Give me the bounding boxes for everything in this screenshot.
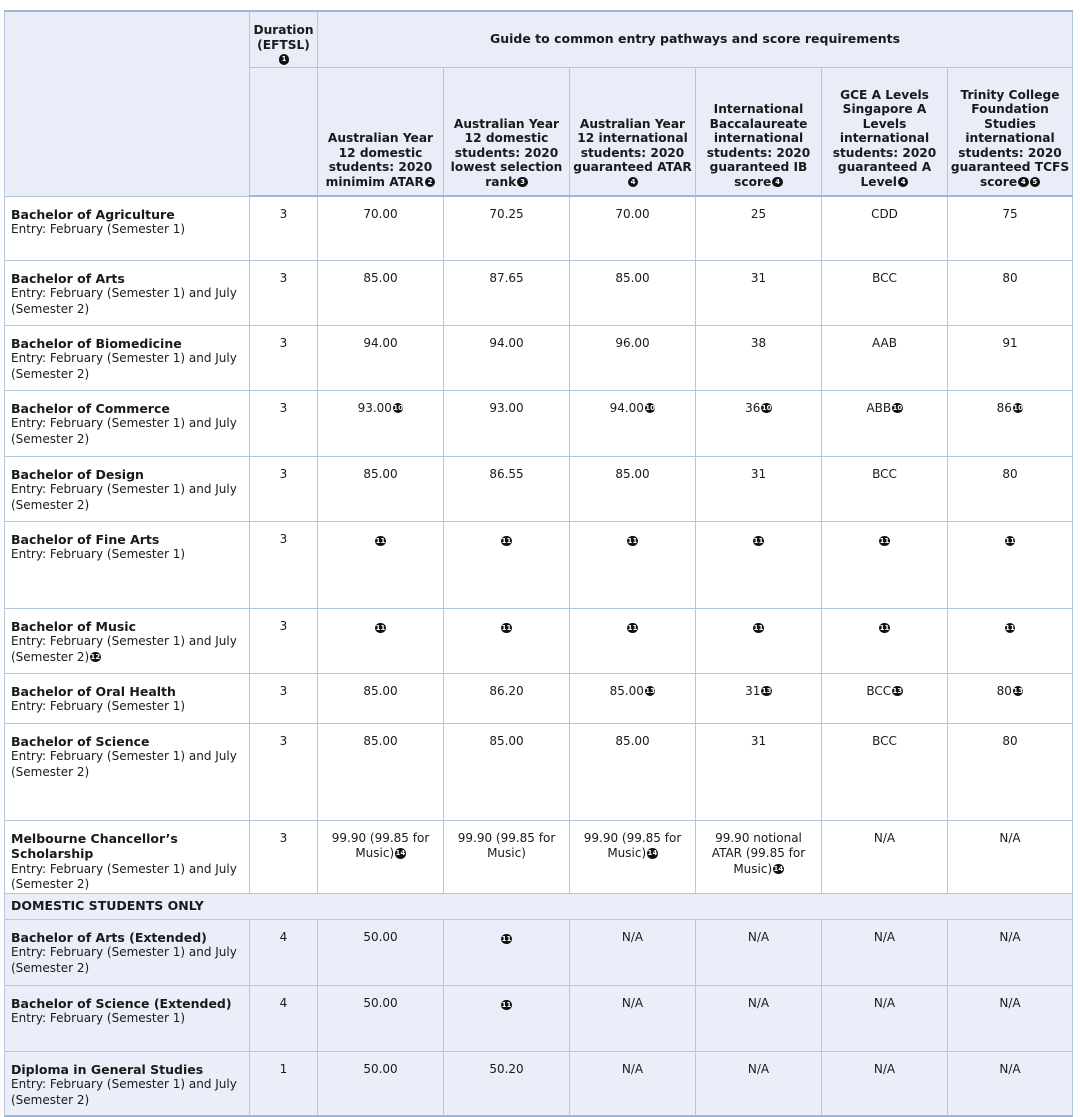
score-value: N/A (621, 1061, 644, 1076)
score-cell (444, 608, 570, 673)
course-entry-text: Entry: February (Semester 1) and July (Semester 2) (11, 861, 237, 891)
course-entry (11, 482, 243, 513)
course-entry (11, 945, 243, 976)
score-cell (822, 723, 948, 820)
score-cell (570, 390, 696, 456)
duration-cell: 3 (250, 196, 318, 260)
footnote-marker: 3 (517, 177, 528, 188)
footnote-marker: 11 (1005, 536, 1015, 545)
course-name: Bachelor of Commerce (11, 400, 170, 416)
score-cell (948, 985, 1073, 1051)
course-entry (11, 351, 243, 382)
table-row (5, 260, 1073, 325)
column-header-label: Australian Year 12 domestic students: 2020 lowest selection rank (450, 116, 563, 189)
footnote-marker: 13 (645, 686, 656, 695)
course-entry-text: Entry: February (Semester 1) and July (Semester 2) (11, 1077, 237, 1107)
score-value: 86.55 (489, 466, 524, 481)
score-value: 25 (750, 207, 767, 221)
duration-subheader (250, 67, 318, 196)
score-cell (444, 260, 570, 325)
duration-cell: 3 (250, 608, 318, 673)
duration-cell: 3 (250, 820, 318, 893)
score-cell (570, 325, 696, 390)
score-cell (696, 325, 822, 390)
table-row (5, 820, 1073, 893)
course-cell (5, 723, 250, 820)
score-value: 50.00 (363, 995, 398, 1010)
score-cell (570, 1051, 696, 1116)
score-value: 38 (750, 335, 767, 350)
footnote-marker: 14 (773, 864, 784, 873)
course-entry (11, 862, 243, 893)
score-value: N/A (873, 995, 896, 1010)
score-cell (948, 390, 1073, 456)
table-row (5, 521, 1073, 608)
score-value: AAB (872, 335, 897, 350)
score-cell (444, 521, 570, 608)
score-value: 85.00 (615, 733, 650, 748)
score-cell (570, 260, 696, 325)
course-entry (11, 1011, 243, 1027)
footnote-marker: 2 (425, 177, 436, 188)
course-name: Bachelor of Biomedicine (11, 335, 182, 351)
score-value: N/A (747, 1061, 770, 1076)
table-body (5, 196, 1073, 1116)
column-header-label: Australian Year 12 domestic students: 2020 minimim ATAR (325, 131, 434, 189)
score-value: 94.00 (609, 400, 644, 415)
score-value: 31 (750, 466, 767, 481)
footnote-marker: 11 (879, 623, 890, 632)
score-value: 94.00 (363, 335, 398, 350)
footnote-marker: 11 (375, 623, 386, 632)
score-cell (822, 985, 948, 1051)
score-cell (444, 673, 570, 723)
score-cell (444, 919, 570, 985)
score-value: 85.00 (609, 683, 644, 698)
table-row (5, 673, 1073, 723)
score-cell (318, 820, 444, 893)
course-entry-text: Entry: February (Semester 1) and July (Semester 2) (11, 749, 237, 779)
score-value: 93.00 (357, 400, 392, 415)
table-row (5, 1051, 1073, 1116)
course-cell (5, 985, 250, 1051)
score-cell (696, 1051, 822, 1116)
score-cell (444, 1051, 570, 1116)
table-row (5, 608, 1073, 673)
course-name: Bachelor of Design (11, 466, 144, 482)
score-cell (822, 390, 948, 456)
course-name: Melbourne Chancellor’s Scholarship (11, 830, 178, 861)
footnote-marker: 11 (753, 623, 764, 632)
score-value: 99.90 notional ATAR (99.85 for Music) (711, 830, 806, 876)
score-cell (444, 985, 570, 1051)
score-value: BCC (872, 270, 897, 285)
footnote-marker: 13 (892, 686, 903, 695)
score-value: 85.00 (363, 270, 398, 285)
score-value: 36 (745, 400, 761, 415)
score-value: 80 (1002, 270, 1018, 285)
course-name: Bachelor of Arts (Extended) (11, 929, 207, 945)
score-cell (570, 608, 696, 673)
score-cell (822, 521, 948, 608)
score-value: 85.00 (615, 270, 650, 285)
score-cell (318, 673, 444, 723)
score-cell (696, 390, 822, 456)
duration-cell: 3 (250, 456, 318, 521)
score-cell (822, 673, 948, 723)
course-name: Bachelor of Arts (11, 270, 125, 286)
footnote-marker: 11 (627, 623, 638, 632)
score-cell (696, 521, 822, 608)
score-cell (696, 723, 822, 820)
entry-requirements-table (4, 10, 1073, 1117)
score-cell (822, 1051, 948, 1116)
score-cell (822, 608, 948, 673)
score-cell (948, 325, 1073, 390)
course-entry-text: Entry: February (Semester 1) (11, 222, 186, 236)
course-name: Bachelor of Oral Health (11, 683, 176, 699)
score-value: 50.20 (489, 1061, 524, 1076)
score-value: 86 (996, 400, 1012, 415)
course-entry-text: Entry: February (Semester 1) and July (Semester 2) (11, 482, 237, 512)
footnote-marker: 10 (892, 403, 903, 412)
column-header-label: International Baccalaureate international students: 2020 guaranteed IB score (706, 102, 811, 189)
footnote-marker: 4 (628, 177, 639, 188)
score-value: 86.20 (489, 683, 524, 698)
course-name: Bachelor of Science (Extended) (11, 995, 232, 1011)
footnote-marker: 13 (1013, 686, 1024, 695)
score-value: 99.90 (99.85 for Music) (331, 830, 430, 860)
score-value: N/A (873, 1061, 896, 1076)
score-value: 99.90 (99.85 for Music) (457, 830, 556, 860)
course-cell (5, 325, 250, 390)
course-entry-text: Entry: February (Semester 1) and July (Semester 2) (11, 286, 237, 316)
score-cell (570, 919, 696, 985)
column-header-label: GCE A Levels Singapore A Levels international students: 2020 guaranteed A Level (832, 87, 937, 189)
score-value: N/A (873, 830, 896, 845)
course-cell (5, 608, 250, 673)
score-value: 93.00 (489, 400, 524, 415)
score-cell (948, 820, 1073, 893)
column-header (444, 67, 570, 196)
duration-cell: 4 (250, 919, 318, 985)
duration-cell: 3 (250, 325, 318, 390)
score-cell (822, 456, 948, 521)
footnote-marker: 14 (395, 849, 406, 857)
score-value: 70.00 (363, 207, 398, 221)
score-cell (318, 521, 444, 608)
score-cell (444, 723, 570, 820)
guide-title: Guide to common entry pathways and score requirements (318, 11, 1073, 67)
score-value: 31 (745, 683, 761, 698)
table-row (5, 196, 1073, 260)
score-cell (948, 521, 1073, 608)
course-entry (11, 286, 243, 317)
score-value: 31 (750, 270, 767, 285)
score-cell (570, 673, 696, 723)
score-cell (570, 820, 696, 893)
course-entry-text: Entry: February (Semester 1) (11, 547, 186, 561)
score-cell (444, 325, 570, 390)
table-row (5, 390, 1073, 456)
duration-cell: 3 (250, 521, 318, 608)
score-value: 75 (1002, 207, 1018, 221)
score-value: 50.00 (363, 1061, 398, 1076)
column-header (318, 67, 444, 196)
score-cell (822, 325, 948, 390)
score-cell (696, 456, 822, 521)
footnote-marker: 1 (279, 54, 290, 65)
score-value: 70.00 (615, 207, 650, 221)
footnote-marker: 4 (1018, 177, 1029, 188)
score-cell (570, 196, 696, 260)
footnote-marker: 5 (1030, 177, 1041, 188)
course-entry-text: Entry: February (Semester 1) (11, 699, 186, 713)
score-value: 85.00 (363, 466, 398, 481)
course-entry (11, 634, 243, 665)
score-cell (696, 820, 822, 893)
footnote-marker: 11 (501, 536, 512, 545)
score-cell (570, 723, 696, 820)
course-cell (5, 196, 250, 260)
footnote-marker: 4 (898, 177, 909, 188)
score-value: 80 (996, 683, 1012, 698)
score-cell (318, 1051, 444, 1116)
score-cell (948, 919, 1073, 985)
table-row (5, 456, 1073, 521)
course-entry (11, 416, 243, 447)
score-cell (948, 608, 1073, 673)
score-cell (570, 521, 696, 608)
score-cell (948, 723, 1073, 820)
score-value: BCC (872, 733, 897, 748)
score-cell (318, 723, 444, 820)
course-entry-text: Entry: February (Semester 1) and July (Semester 2) (11, 945, 237, 975)
score-value: N/A (999, 929, 1021, 944)
duration-cell: 3 (250, 260, 318, 325)
score-value: N/A (747, 995, 770, 1010)
duration-cell: 3 (250, 673, 318, 723)
course-cell (5, 260, 250, 325)
score-value: BCC (872, 466, 897, 481)
column-header-label: Trinity College Foundation Studies international students: 2020 guaranteed TCFS score (950, 87, 1070, 189)
score-cell (822, 820, 948, 893)
score-cell (948, 1051, 1073, 1116)
course-entry-text: Entry: February (Semester 1) (11, 1011, 186, 1025)
footnote-marker: 14 (647, 849, 658, 857)
score-cell (318, 325, 444, 390)
score-value: 85.00 (615, 466, 650, 481)
footnote-marker: 12 (90, 652, 101, 661)
footnote-marker: 11 (501, 623, 512, 632)
header-corner (5, 11, 250, 196)
duration-cell: 3 (250, 390, 318, 456)
footnote-marker: 4 (772, 177, 783, 188)
score-cell (948, 260, 1073, 325)
course-cell (5, 1051, 250, 1116)
duration-header (250, 11, 318, 67)
course-name: Bachelor of Agriculture (11, 206, 175, 222)
score-cell (444, 820, 570, 893)
table-row (5, 723, 1073, 820)
table-row (5, 919, 1073, 985)
score-cell (318, 985, 444, 1051)
score-cell (444, 390, 570, 456)
score-cell (318, 608, 444, 673)
footnote-marker: 13 (761, 686, 772, 695)
score-cell (318, 456, 444, 521)
score-value: 94.00 (489, 335, 524, 350)
course-entry (11, 222, 243, 238)
course-entry (11, 699, 243, 715)
score-value: 80 (1002, 466, 1018, 481)
score-cell (696, 919, 822, 985)
score-cell (696, 673, 822, 723)
score-value: 80 (1002, 733, 1018, 748)
score-value: 87.65 (489, 270, 524, 285)
score-value: 85.00 (363, 733, 398, 748)
table-row (5, 985, 1073, 1051)
score-value: 31 (750, 733, 767, 748)
score-cell (318, 919, 444, 985)
column-header (696, 67, 822, 196)
course-name: Bachelor of Science (11, 733, 150, 749)
course-name: Diploma in General Studies (11, 1061, 204, 1077)
footnote-marker: 11 (501, 1000, 512, 1009)
duration-cell: 3 (250, 723, 318, 820)
score-value: N/A (621, 995, 644, 1010)
score-cell (822, 260, 948, 325)
score-value: N/A (999, 995, 1021, 1010)
course-name: Bachelor of Fine Arts (11, 531, 160, 547)
course-cell (5, 521, 250, 608)
column-header-label: Australian Year 12 international students: 2020 guaranteed ATAR (573, 116, 692, 174)
score-cell (696, 985, 822, 1051)
course-cell (5, 820, 250, 893)
score-value: ABB (866, 400, 892, 415)
score-cell (822, 196, 948, 260)
course-entry (11, 1077, 243, 1108)
duration-cell: 1 (250, 1051, 318, 1116)
score-cell (696, 196, 822, 260)
score-value: 70.25 (489, 207, 524, 221)
section-row (5, 893, 1073, 919)
score-cell (696, 260, 822, 325)
score-value: 99.90 (99.85 for Music) (583, 830, 682, 860)
course-cell (5, 673, 250, 723)
column-header (948, 67, 1073, 196)
course-entry-text: Entry: February (Semester 1) and July (Semester 2) (11, 416, 237, 446)
score-cell (444, 196, 570, 260)
score-cell (318, 390, 444, 456)
score-value: BCC (866, 683, 892, 698)
score-cell (444, 456, 570, 521)
column-header (570, 67, 696, 196)
score-cell (318, 260, 444, 325)
course-cell (5, 390, 250, 456)
score-value: 50.00 (363, 929, 398, 944)
score-cell (822, 919, 948, 985)
course-entry (11, 547, 243, 563)
course-entry (11, 749, 243, 780)
score-value: CDD (871, 207, 898, 221)
footnote-marker: 11 (879, 536, 890, 545)
score-value: 91 (1002, 335, 1018, 350)
score-cell (948, 456, 1073, 521)
course-cell (5, 456, 250, 521)
score-value: N/A (999, 830, 1021, 845)
score-value: N/A (999, 1061, 1021, 1076)
footnote-marker: 11 (375, 536, 386, 545)
section-label: DOMESTIC STUDENTS ONLY (5, 893, 1073, 919)
score-cell (570, 985, 696, 1051)
score-value: 85.00 (489, 733, 524, 748)
score-value: 96.00 (615, 335, 650, 350)
course-entry-text: Entry: February (Semester 1) and July (Semester 2) (11, 634, 237, 664)
score-cell (948, 196, 1073, 260)
duration-cell: 4 (250, 985, 318, 1051)
footnote-marker: 10 (1013, 403, 1024, 412)
footnote-marker: 10 (393, 403, 404, 412)
course-cell (5, 919, 250, 985)
score-cell (318, 196, 444, 260)
score-cell (570, 456, 696, 521)
score-value: N/A (747, 929, 770, 944)
score-value: N/A (873, 929, 896, 944)
footnote-marker: 11 (627, 536, 638, 545)
footnote-marker: 10 (645, 403, 656, 412)
score-cell (948, 673, 1073, 723)
footnote-marker: 11 (753, 536, 764, 545)
course-name: Bachelor of Music (11, 618, 136, 634)
table-header (5, 11, 1073, 196)
footnote-marker: 10 (761, 403, 772, 412)
score-cell (696, 608, 822, 673)
footnote-marker: 11 (1005, 623, 1015, 632)
course-entry-text: Entry: February (Semester 1) and July (Semester 2) (11, 351, 237, 381)
score-value: 85.00 (363, 683, 398, 698)
duration-label: Duration (EFTSL) (253, 23, 314, 52)
table-row (5, 325, 1073, 390)
column-header (822, 67, 948, 196)
score-value: N/A (621, 929, 644, 944)
footnote-marker: 11 (501, 934, 512, 943)
